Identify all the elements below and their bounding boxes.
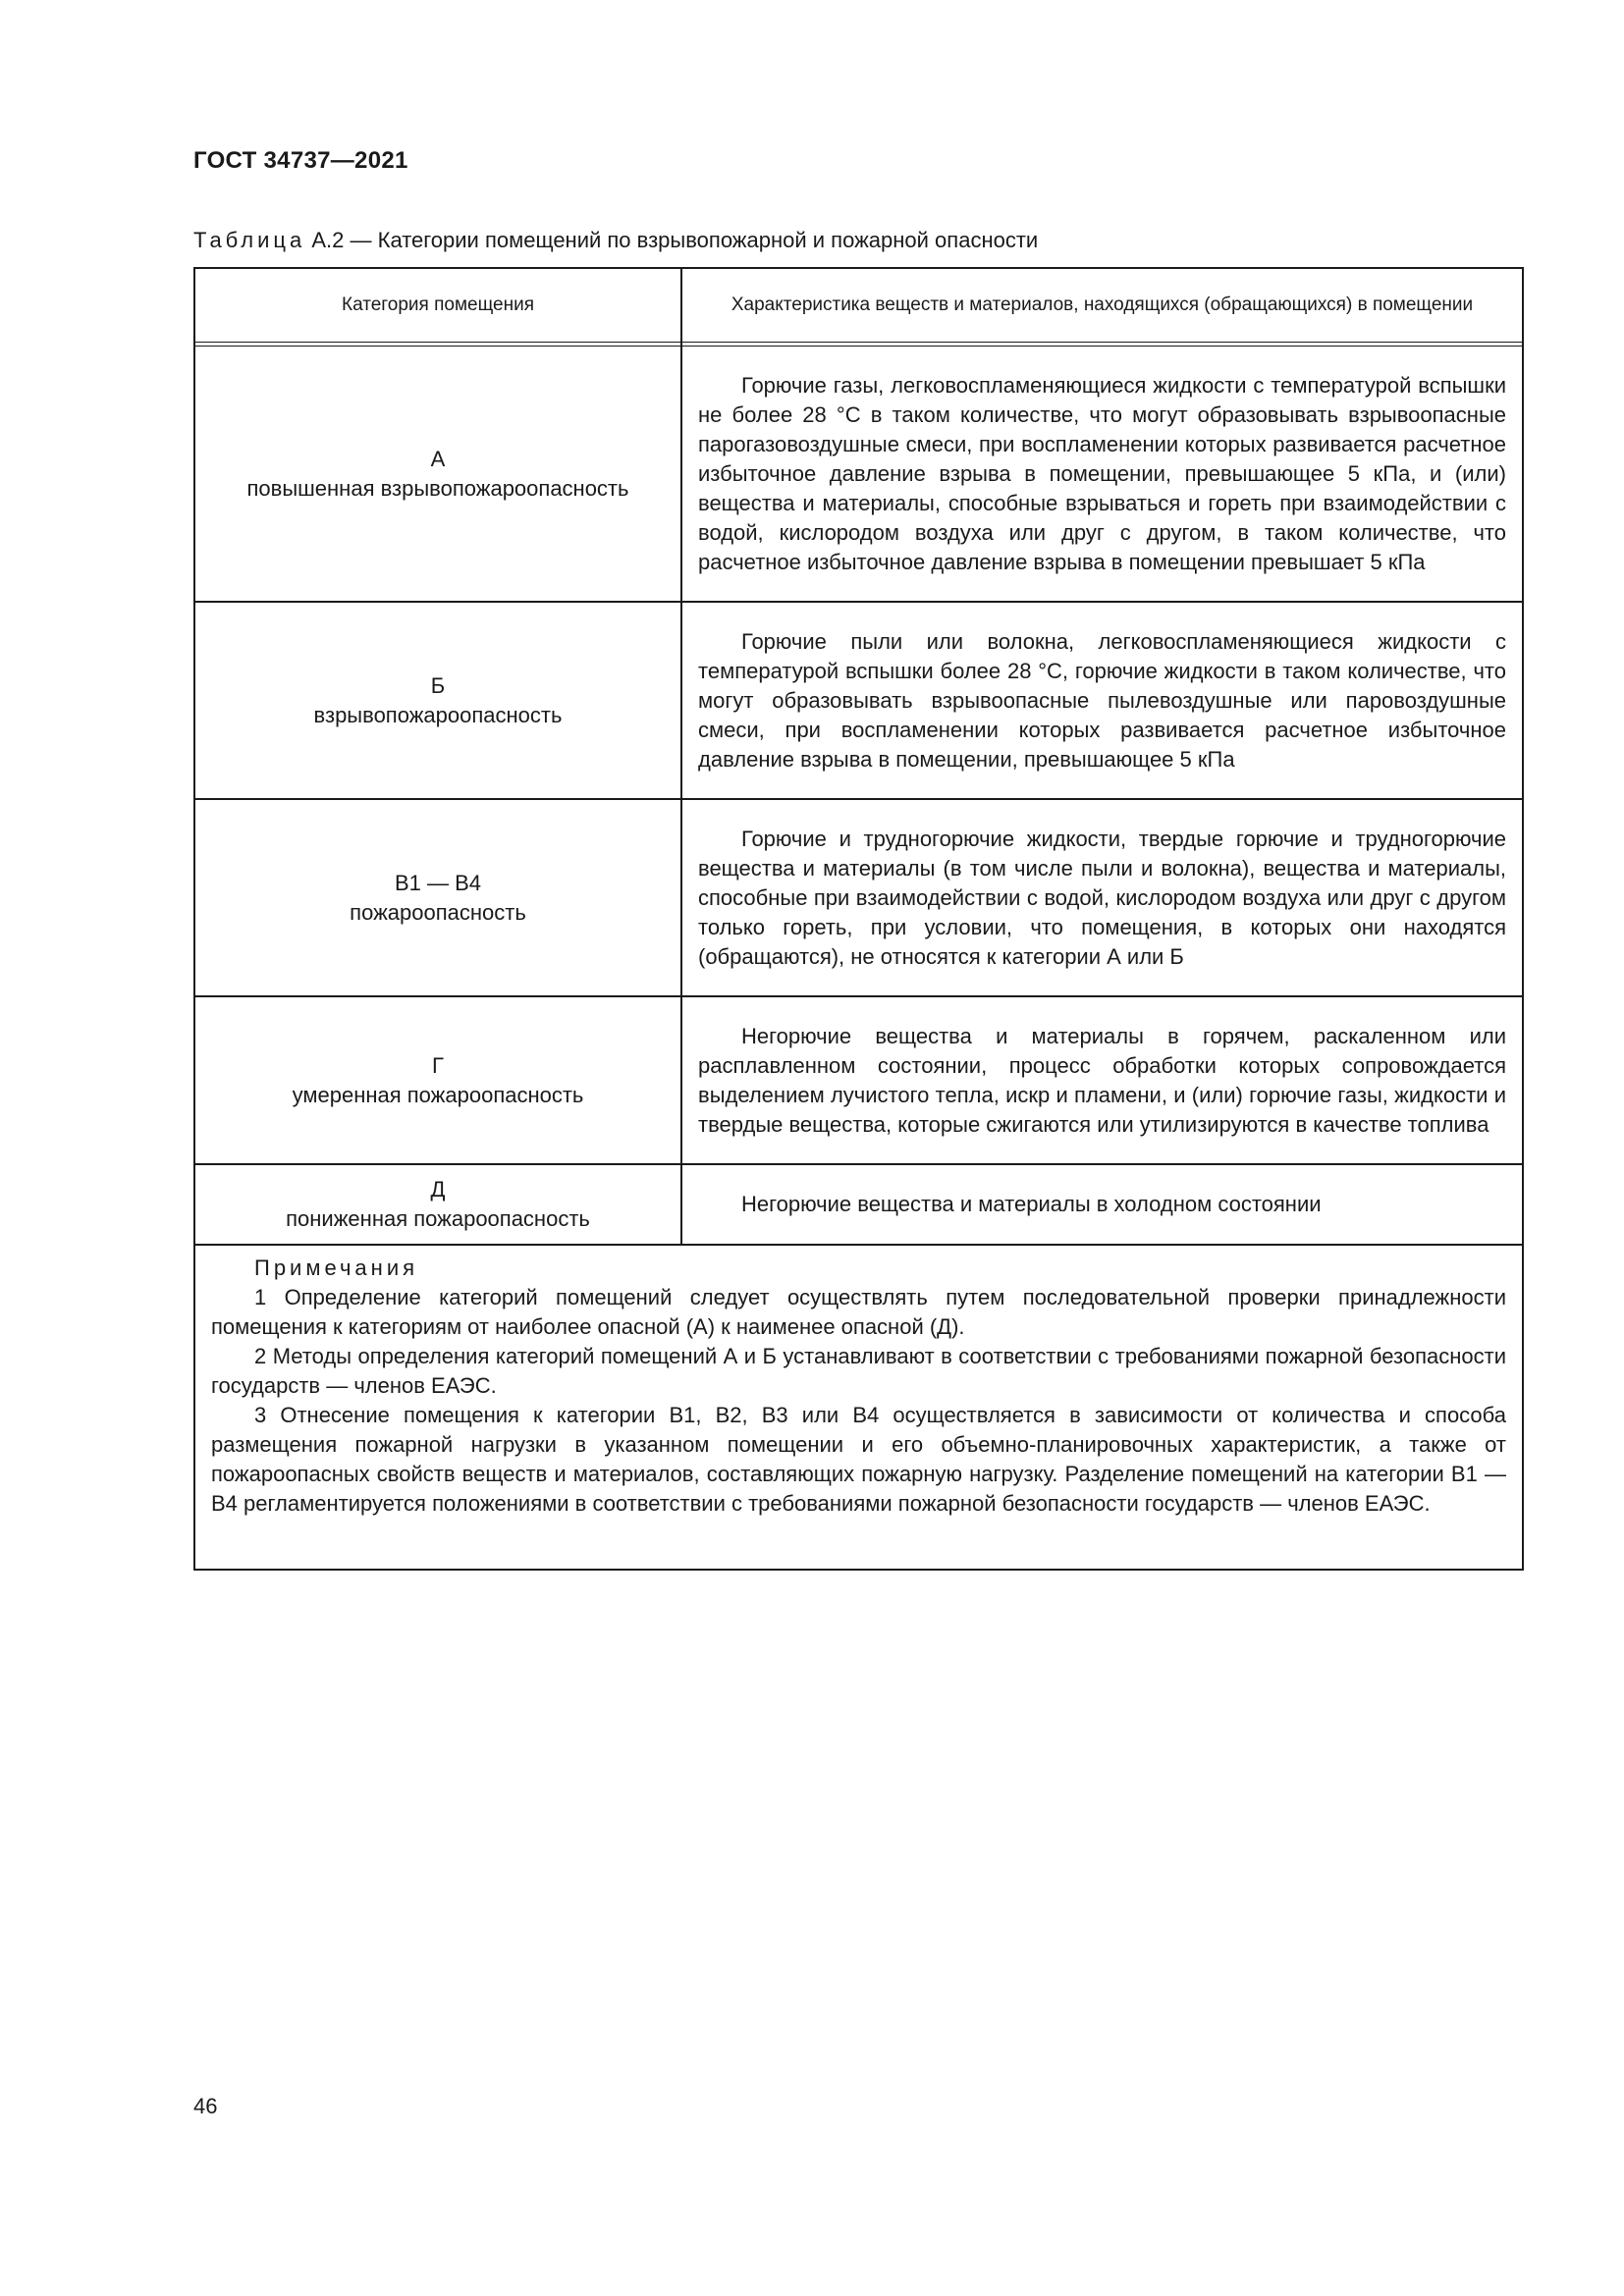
header-divider-line-2 — [195, 346, 1522, 347]
category-code: Г — [432, 1052, 444, 1078]
table-caption-label: Таблица — [193, 228, 306, 252]
description-cell-a — [682, 347, 1522, 601]
category-name: повышенная взрывопожароопасность — [246, 476, 629, 501]
category-description: Негорючие вещества и материалы в холодном состоянии — [741, 1192, 1322, 1216]
description-cell-d — [682, 1165, 1522, 1244]
category-code: Б — [430, 672, 446, 698]
document-header: ГОСТ 34737—2021 — [193, 147, 408, 174]
category-description: Негорючие вещества и материалы в горячем, раскаленном или расплавленном состоянии, процесс обработки которых сопровождается выделением лучистого тепла, искр и пламени, и (или) горючие газы, жидкости и твердые вещества, которые сжигаются или утилизируются в качестве топлива — [698, 1023, 1506, 1137]
notes-title: Примечания — [254, 1255, 419, 1280]
category-name: умеренная пожароопасность — [292, 1082, 584, 1107]
header-divider-line-1 — [195, 342, 1522, 343]
category-cell-a — [195, 347, 680, 601]
page-number: 46 — [193, 2094, 218, 2118]
category-code: В1 — В4 — [394, 870, 482, 895]
category-cell-d — [195, 1165, 680, 1244]
category-cell-v — [195, 800, 680, 995]
category-name: пониженная пожароопасность — [286, 1206, 590, 1231]
table-caption — [193, 228, 1038, 253]
table-caption-text: А.2 — Категории помещений по взрывопожарной и пожарной опасности — [305, 228, 1039, 252]
category-code: А — [430, 447, 446, 471]
category-cell-g — [195, 997, 680, 1163]
description-cell-b — [682, 603, 1522, 798]
category-description: Горючие и трудногорючие жидкости, твердые горючие и трудногорючие вещества и материалы (в том числе пыли и волокна), вещества и материалы, способные при взаимодействии с водой, кислородом воздуха или друг с другом только гореть, при условии, что помещения, в которых они находятся (обращаются), не относятся к категории А или Б — [698, 826, 1506, 969]
category-description: Горючие газы, легковоспламеняющиеся жидкости с температурой вспышки не более 28 °С в таком количестве, что могут образовывать взрывоопасные парогазовоздушные смеси, при воспламенении которых развивается расчетное избыточное давление взрыва в помещении, превышающее 5 кПа, и (или) вещества и материалы, способные взрываться и гореть при взаимодействии с водой, кислородом воздуха или друг с другом, в таком количестве, что расчетное избыточное давление взрыва в помещении превышает 5 кПа — [698, 373, 1506, 574]
category-cell-b — [195, 603, 680, 798]
categories-table — [193, 267, 1524, 1571]
note-item: 3 Отнесение помещения к категории В1, В2, В3 или В4 осуществляется в зависимости от количества и способа размещения пожарной нагрузки в указанном помещении и его объемно-планировочных характеристик, а также от пожароопасных свойств веществ и материалов, составляющих пожарную нагрузку. Разделение помещений на категории В1 — В4 регламентируется положениями в соответствии с требованиями пожарной безопасности государств — членов ЕАЭС. — [211, 1403, 1506, 1516]
category-code: Д — [430, 1177, 446, 1201]
category-description: Горючие пыли или волокна, легковоспламеняющиеся жидкости с температурой вспышки более 28 °С, горючие жидкости в таком количестве, что могут образовывать взрывоопасные пылевоздушные или паровоздушные смеси, при воспламенении которых развивается расчетное избыточное давление взрыва в помещении, превышающее 5 кПа — [698, 628, 1506, 772]
column-header-characteristics: Характеристика веществ и материалов, находящихся (обращающихся) в помещении — [731, 294, 1474, 315]
column-header-category: Категория помещения — [342, 294, 534, 315]
table-notes — [195, 1246, 1522, 1519]
category-name: пожароопасность — [350, 899, 526, 925]
description-cell-v — [682, 800, 1522, 995]
category-name: взрывопожароопасность — [313, 702, 563, 727]
description-cell-g — [682, 997, 1522, 1163]
note-item: 1 Определение категорий помещений следует осуществлять путем последовательной проверки принадлежности помещения к категориям от наиболее опасной (А) к наименее опасной (Д). — [211, 1285, 1506, 1339]
note-item: 2 Методы определения категорий помещений А и Б устанавливают в соответствии с требованиями пожарной безопасности государств — членов ЕАЭС. — [211, 1344, 1506, 1398]
